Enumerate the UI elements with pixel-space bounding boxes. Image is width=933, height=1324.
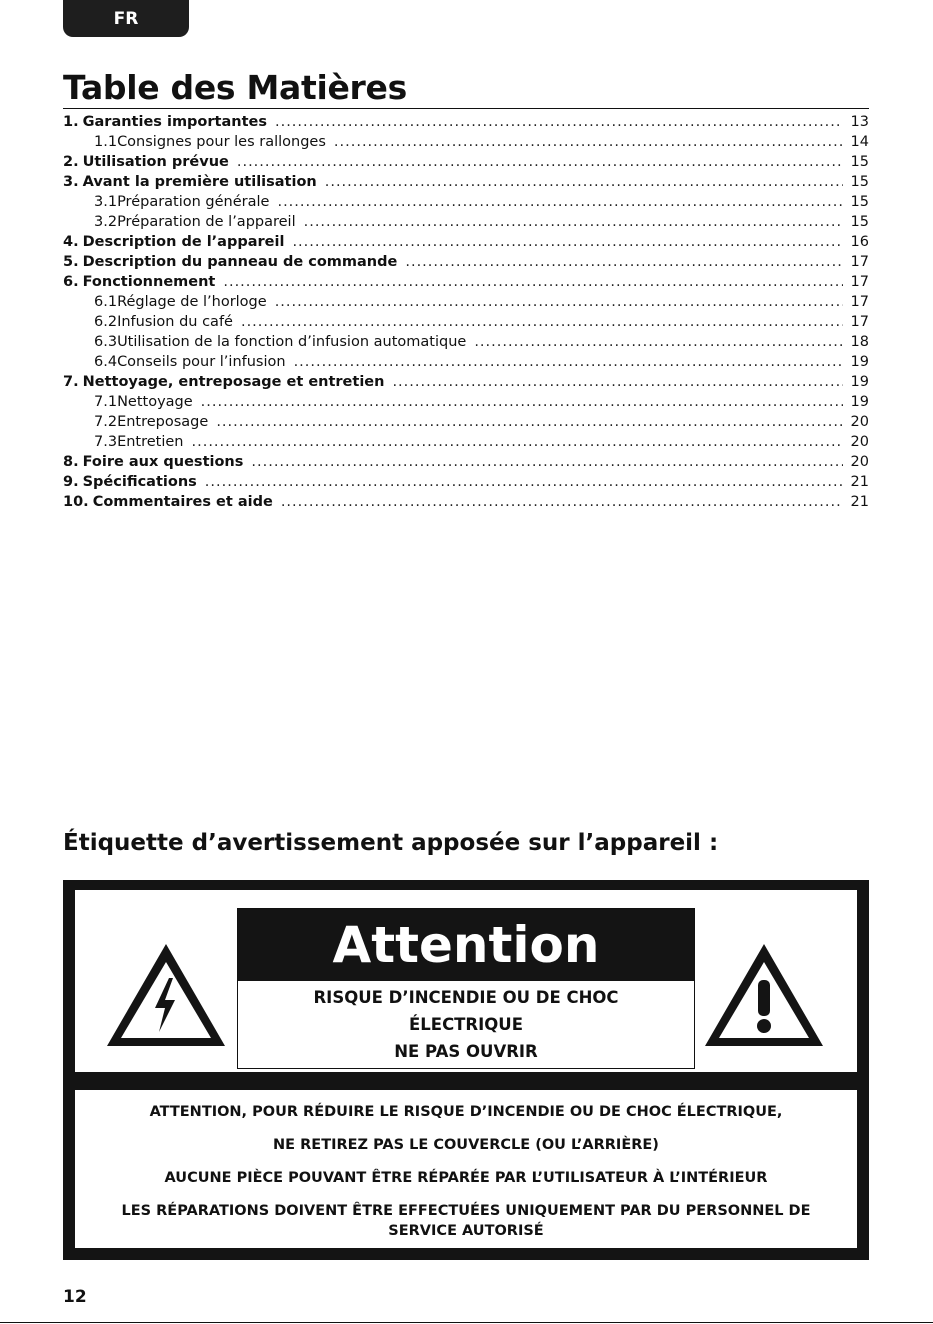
toc-entry-label: Spécifications [82,474,197,490]
toc-entry-page: 19 [850,394,869,410]
toc-leader-dots [304,212,843,232]
toc-entry-number: 2. [63,154,79,170]
toc-entry-number: 10. [63,494,89,510]
toc-entry-page: 17 [850,274,869,290]
toc-leader-dots [474,332,843,352]
toc-leader-dots [251,452,843,472]
toc-entry-number: 6.2 [94,314,118,330]
toc-entry-page: 17 [850,314,869,330]
toc-entry-number: 9. [63,474,79,490]
toc-entry-label: Entretien [117,434,184,450]
warning-notice-panel [75,1090,857,1248]
toc-entry[interactable] [63,192,869,212]
toc-entry-number: 3.1 [94,194,118,210]
toc-leader-dots [205,472,843,492]
toc-entry-number: 1.1 [94,134,118,150]
toc-entry-label: Description du panneau de commande [82,254,398,270]
toc-entry-label: Nettoyage, entreposage et entretien [82,374,385,390]
toc-entry-page: 15 [850,214,869,230]
toc-entry-page: 20 [850,454,869,470]
toc-entry-page: 16 [850,234,869,250]
toc-title: Table des Matières [63,68,407,107]
toc-entry[interactable] [63,112,869,132]
warning-notice-line: LES RÉPARATIONS DOIVENT ÊTRE EFFECTUÉES UNIQUEMENT PAR DU PERSONNEL DE SERVICE AUTORISÉ [121,1203,811,1239]
toc-entry[interactable] [63,332,869,352]
toc-entry-label: Utilisation prévue [82,154,229,170]
toc-leader-dots [201,392,843,412]
toc-entry-page: 21 [850,494,869,510]
attention-line: ÉLECTRIQUE [409,1015,523,1034]
warning-notice-line: ATTENTION, POUR RÉDUIRE LE RISQUE D’INCENDIE OU DE CHOC ÉLECTRIQUE, [149,1104,783,1120]
attention-line: NE PAS OUVRIR [394,1042,538,1061]
toc-entry-page: 15 [850,174,869,190]
toc-entry[interactable] [63,312,869,332]
warning-label [63,880,869,1260]
toc-entry-page: 21 [850,474,869,490]
toc-entry-label: Commentaires et aide [92,494,273,510]
toc-leader-dots [275,112,843,132]
toc-entry-label: Avant la première utilisation [82,174,317,190]
toc-entry[interactable] [63,252,869,272]
toc-leader-dots [334,132,843,152]
toc-leader-dots [275,292,843,312]
toc-entry-page: 15 [850,194,869,210]
toc-entry-page: 19 [850,374,869,390]
toc-divider [63,108,869,109]
toc-entry[interactable] [63,212,869,232]
toc-entry-page: 13 [850,114,869,130]
toc-entry-number: 6. [63,274,79,290]
toc-entry-number: 4. [63,234,79,250]
page-bottom-edge [0,1322,933,1323]
toc-leader-dots [216,412,843,432]
toc-entry-number: 6.1 [94,294,118,310]
toc-entry-label: Consignes pour les rallonges [117,134,326,150]
toc-entry[interactable] [63,412,869,432]
toc-entry-number: 7.3 [94,434,118,450]
electric-shock-warning-icon [103,940,229,1050]
language-tab: FR [63,0,189,37]
exclamation-warning-icon [701,940,827,1050]
toc-entry[interactable] [63,152,869,172]
toc-entry[interactable] [63,132,869,152]
toc-entry-label: Fonctionnement [82,274,216,290]
toc-entry-label: Infusion du café [117,314,233,330]
warning-notice-line: AUCUNE PIÈCE POUVANT ÊTRE RÉPARÉE PAR L’UTILISATEUR À L’INTÉRIEUR [164,1170,768,1186]
toc-entry-label: Nettoyage [117,394,193,410]
page-number: 12 [63,1287,87,1307]
toc-leader-dots [325,172,843,192]
toc-entry-number: 8. [63,454,79,470]
toc-entry-page: 20 [850,414,869,430]
toc-entry-number: 6.4 [94,354,118,370]
toc-entry-label: Utilisation de la fonction d’infusion automatique [117,334,467,350]
toc-entry-page: 20 [850,434,869,450]
toc-leader-dots [277,192,843,212]
toc-entry[interactable] [63,452,869,472]
toc-entry-page: 15 [850,154,869,170]
toc-entry-number: 7. [63,374,79,390]
toc-entry-number: 3.2 [94,214,118,230]
toc-entry-page: 14 [850,134,869,150]
toc-entry-number: 6.3 [94,334,118,350]
toc-entry-label: Garanties importantes [82,114,267,130]
warning-label-top-panel [75,890,857,1072]
toc-entry-label: Foire aux questions [82,454,244,470]
toc-entry[interactable] [63,392,869,412]
toc-entry[interactable] [63,292,869,312]
toc-entry-number: 7.2 [94,414,118,430]
toc-entry[interactable] [63,232,869,252]
toc-entry-label: Description de l’appareil [82,234,285,250]
toc-entry[interactable] [63,472,869,492]
toc-entry-label: Préparation générale [117,194,270,210]
attention-line: RISQUE D’INCENDIE OU DE CHOC [313,988,619,1007]
toc-leader-dots [281,492,843,512]
toc-entry-label: Entreposage [117,414,209,430]
warning-notice-line: NE RETIREZ PAS LE COUVERCLE (OU L’ARRIÈRE) [273,1137,659,1153]
attention-text [238,981,694,1065]
toc-entry-label: Conseils pour l’infusion [117,354,286,370]
toc-entry[interactable] [63,172,869,192]
toc-leader-dots [237,152,843,172]
toc-entry-page: 17 [850,294,869,310]
toc-entry-label: Réglage de l’horloge [117,294,267,310]
toc-entry-page: 19 [850,354,869,370]
toc-leader-dots [223,272,843,292]
toc-leader-dots [292,232,843,252]
toc-entry-number: 3. [63,174,79,190]
toc-leader-dots [392,372,843,392]
attention-title: Attention [238,909,694,981]
toc-entry[interactable] [63,432,869,452]
warning-label-heading: Étiquette d’avertissement apposée sur l’appareil : [63,830,719,856]
table-of-contents [63,112,869,512]
toc-entry-number: 5. [63,254,79,270]
toc-entry-page: 18 [850,334,869,350]
toc-entry-page: 17 [850,254,869,270]
toc-entry[interactable] [63,372,869,392]
toc-leader-dots [192,432,844,452]
toc-leader-dots [405,252,843,272]
toc-leader-dots [241,312,843,332]
attention-panel [237,908,695,1069]
toc-entry-number: 7.1 [94,394,118,410]
toc-entry[interactable] [63,352,869,372]
toc-entry[interactable] [63,272,869,292]
toc-entry-label: Préparation de l’appareil [117,214,296,230]
toc-entry-number: 1. [63,114,79,130]
toc-entry[interactable] [63,492,869,512]
toc-leader-dots [294,352,843,372]
